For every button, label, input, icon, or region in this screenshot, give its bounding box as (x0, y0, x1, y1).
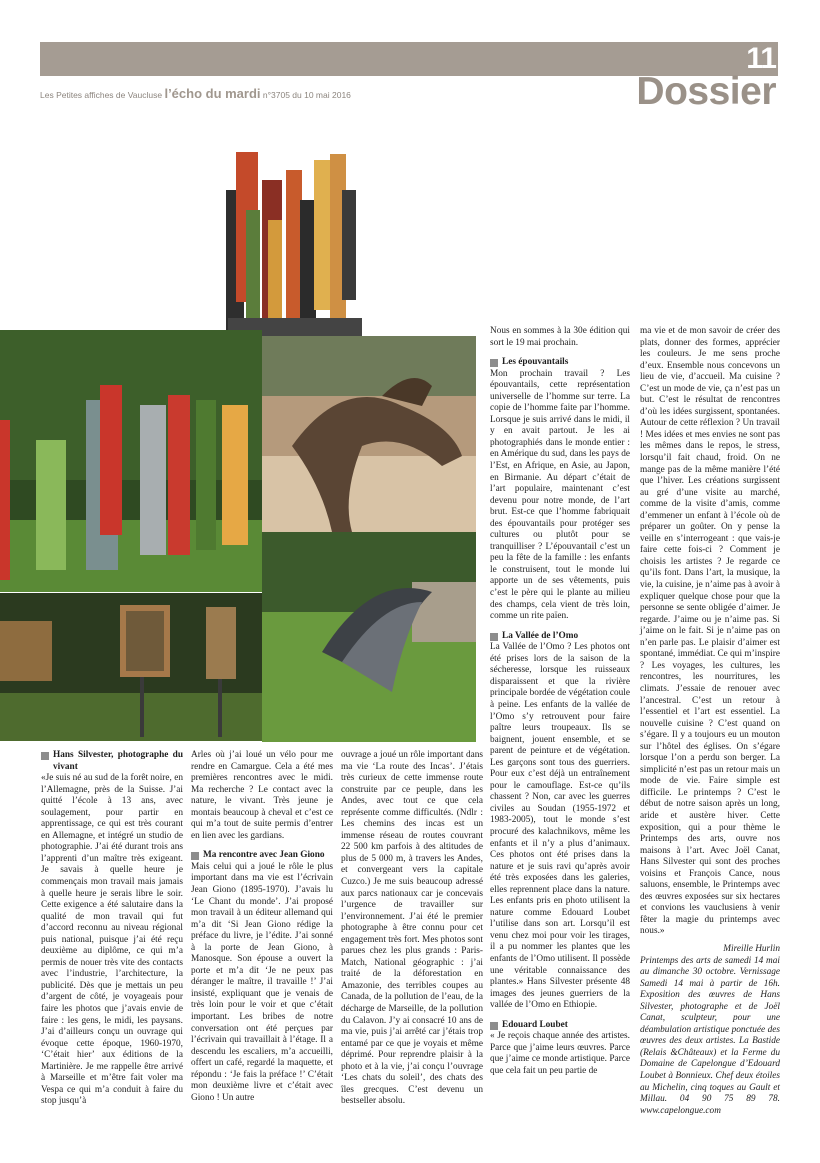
paragraph: Mais celui qui a joué le rôle le plus important dans ma vie est l’écrivain Jean Giono (1895-1970). J’avais lu ‘Le Chant du monde’. J’ai proposé mon travail à un éditeur allemand qui m’a dit ‘Si Jean Giono rédige la préface du livre, je l’édite. J’ai sonné à la porte de Jean Giono, à Manosque. Son épouse a ouvert la porte et m’a dit ‘Je ne peux pas déranger le maître, il travaille !’ J’ai insisté, expliquant que je venais de très loin pour le voir et que c’était important. Les bribes de notre conversation ont été perçues par l’écrivain qui travaillait à l’étage. Il a descendu les escaliers, m’a accueilli, offert un café, regardé la maquette, et répondu : ‘Je fais la préface !’ C’était mon deuxième livre et c’était avec Giono ! Un autre (191, 861, 333, 1103)
masthead (40, 86, 351, 101)
paragraph: ma vie et de mon savoir de créer des plats, donner des formes, apprécier les couleurs. Je me sens proche d’eux. Ensemble nous concevons un lieu de vie, d’accueil. Ma cuisine ? C’est un mode de vie, ça n’est pas un but. C’est le résultat de rencontres d’où les idées surgissent, spontanées. Autour de cette réflexion ? Un travail ! Mes idées et mes envies ne sont pas les mêmes dans le repos, le stress, lorsqu’il fait chaud, froid. On ne mange pas de la même manière l’été que l’hiver. Les créations surgissent au gré d’une visite au marché, comme de la visite d’amis, comme d’emmener un enfant à l’école où de préparer un goûter. On y pense la veille en s’interrogeant : que vais-je faire cette fois-ci ? Comment je choisis les artistes ? Je regarde ce qu’ils font. Dans l’art, la musique, la vie, la cuisine, je n’aime pas à avoir à expliquer quelque chose pour que la personne se sente obligée d’aimer. Je regarde. J’aime ou je n’aime pas. Si j’aime on le fait. Si je n’aime pas on n’en parle pas. Le plaisir d’aimer est spontané, immédiat. Ce qui m’inspire ? Les voyages, les cultures, les rencontres, les nourritures, les climats. J’essaie de renouer avec l’ancestral. C’est un retour à l’essentiel et l’art est essentiel. La nouvelle cuisine ? C’est quand on s’égare. Il y a toujours eu un mouton sur l’hôtel des églises. On s’égare lorsque l’on a perdu son berger. La simplicité n’est pas un retour mais un mode de vie. Faire simple est difficile. Le printemps ? C’est le début de notre saison après un long, aride et austère hiver. Cette exposition, qui a pour thème le Printemps des arts, ouvre nos maisons à l’art. Avec Joël Canat, Hans Silvester qui sont des proches voisins et François Cance, nous saluons, ensemble, le Printemps avec des œuvres exposées sur six hectares et convions les vauclusiens à venir fêter la magie du printemps avec nous.» (640, 326, 780, 937)
page-number: 11 (746, 42, 776, 75)
paper-name: l’écho du mardi (164, 86, 261, 101)
article-column-3 (341, 750, 483, 1108)
event-info: Printemps des arts de samedi 14 mai au dimanche 30 octobre. Vernissage Samedi 14 mai à partir de 16h. Exposition des œuvres de Hans Silvester, photographe et de Joël Canat, sculpteur, pour une déambulation artistique ponctuée des œuvres des deux artistes. La Bastide (Relais &Châteaux) et la Ferme du Domaine de Capelongue d’Edouard Loubet à Bonnieux. Chef deux étoiles au Michelin, cinq toques au Gault et Millau. 04 90 75 89 78. www.capelongue.com (640, 955, 780, 1116)
photo-wood-sculpture (262, 336, 476, 532)
photo-garden-silhouettes (0, 330, 262, 592)
square-bullet-icon (490, 1022, 498, 1030)
subheading-hans-silvester: Hans Silvester, photographe du vivant (41, 750, 183, 773)
article-column-2 (191, 750, 333, 1104)
wood-sculpture-drawing (262, 336, 476, 532)
publication-name: Les Petites affiches de Vaucluse (40, 90, 163, 100)
subheading-jean-giono: Ma rencontre avec Jean Giono (191, 850, 333, 862)
author-credit: Mireille Hurlin (723, 943, 780, 954)
article-column-4 (490, 326, 630, 1077)
subheading-edouard-loubet: Edouard Loubet (490, 1020, 630, 1032)
paragraph: Mon prochain travail ? Les épouvantails, cette représentation universelle de l’homme sur terre. La copie de l’homme faite par l’homme. Lorsque je suis arrivé dans le midi, il y en avait partout. Je les ai photographiés dans le monde entier : en Amérique du sud, dans les pays de l’Est, en Afrique, en Asie, au Japon, en Birmanie. Au départ c’était de l’art populaire, maintenant c’est devenu pour notre monde, de l’art brut. Est-ce que l’homme fabriquait des épouvantails pour protéger ses cultures ou plutôt pour se tranquilliser ? L’épouvantail c’est un peu la fête de la famille : les enfants le construisent, tout le monde lui apporte un de ses vêtements, puis c’est le père qui le plante au milieu des champs, cela vient de très loin, comme un rite païen. (490, 368, 630, 622)
paragraph: ouvrage a joué un rôle important dans ma vie ‘La route des Incas’. J’étais très curieux de cette immense route construite par ce peuple, dans les Andes, avec tout ce que cela représente comme difficultés. (Ndlr : Les chemins des incas est un immense réseau de routes couvrant 22 500 km parfois à des altitudes de plus de 5 000 m, à travers les Andes, et convergeant vers la capitale Cuzco.) Je me suis beaucoup adressé aux parcs nationaux car je concevais l’urgence de travailler sur l’environnement. J’ai été le premier photographe à être connu pour cet engagement très fort. Mes photos sont parues chez les plus grands : Paris-Match, National géographic : j’ai traité de la déforestation en Amazonie, des terribles coupes au Canada, de la pollution de l’eau, de la décharge de Marseille, de la pollution du Calavon. J’y ai consacré 10 ans de ma vie, puis j’ai arrêté car j’étais trop entamé par ce que je voyais et même déprimé. Pour reprendre plaisir à la photo et à la vie, j’ai conçu l’ouvrage ‘Les chats du soleil’, des chats des îles grecques. C’est devenu un bestseller absolu. (341, 750, 484, 1107)
issue-info: n°3705 du 10 mai 2016 (262, 90, 351, 100)
paragraph: Arles où j’ai loué un vélo pour me rendre en Camargue. Cela a été mes premières rencontres avec le midi. Ma recherche ? Le contact avec la nature, le vivant. Très jeune je montais beaucoup à cheval et c’est ce qui m’a tout de suite permis d’entrer en lien avec les gardians. (191, 750, 333, 841)
photo-metal-sculpture (262, 532, 476, 742)
paragraph: «Je suis né au sud de la forêt noire, en l’Allemagne, près de la Suisse. J’ai quitté l’école à 13 ans, avec soulagement, pour partir en apprentissage, ce qui est très courant en Allemagne, et intégré un studio de photographie. J’ai été durant trois ans l’apprenti d’un maître très exigeant. Je savais à quelle heure je commençais mon travail mais jamais à quelle heure je serais libre le soir. Cette exigence a été salutaire dans la qualité de mon travail qui fut d’accord reconnu au niveau régional puis national, puisque j’ai été reçu deuxième au diplôme, ce qui m’a permis de nouer très vite des contacts avec l’industrie, l’architecture, la publicité. Dès que je mettais un peu d’argent de côté, je voyageais pour faire les photos que j’avais envie de faire : les gens, le midi, les paysans. J’ai d’ailleurs conçu un ouvrage qui évoque cette époque, 1960-1970, ‘C’était hier’ aux éditions de la Martinière. Je me rappelle être arrivé à Marseille et m’être fait voler ma Vespa ce qui m’a conduit à faire du stop jusqu’à (41, 773, 183, 1107)
paragraph: La Vallée de l’Omo ? Les photos ont été prises lors de la saison de la sécheresse, lorsque les ruisseaux disparaissent et que la rivière principale bordée de végétation coule à peine. Les enfants de la vallée de l’Omo s’y retrouvent pour faire paître leurs troupeaux. Ils se baignent, jouent ensemble, et se parent de peinture et de végétation. Les garçons sont tous des guerriers. Pour eux c’est déjà un entraînement pour le camouflage. Est-ce qu’ils chassent ? Non, car avec les guerres civiles au Soudan (1955-1972 et 1983-2005), tout le monde s’est procuré des kalachnikovs, même les enfants et il n’y a plus d’animaux. Ces photos ont été prises dans la nature et je suis ravi qu’après avoir été très exposées dans les galeries, elles reprennent place dans la nature. Les enfants pris en photo utilisent la nature comme Edouard Loubet l’utilise dans son art. Lorsqu’il est venu chez moi pour voir les tirages, il a pu nommer les plantes que les enfants de l’Omo utilisent. Il possède une véritable connaissance des plantes.» Hans Silvester présente 48 images des jeunes guerriers de la vallée de l’Omo en Ethiopie. (490, 642, 630, 1011)
square-bullet-icon (191, 852, 199, 860)
photo-omo-portraits (0, 593, 262, 741)
subheading-vallee-omo: La Vallée de l’Omo (490, 631, 630, 643)
subheading-epouvantails: Les épouvantails (490, 357, 630, 369)
garden-silhouettes-drawing (0, 330, 262, 592)
metal-sculpture-drawing (262, 532, 476, 742)
paragraph: « Je reçois chaque année des artistes. Parce que j’aime leurs œuvres. Parce que j’aime ce monde artistique. Parce que cela fait un peu partie de (490, 1031, 630, 1076)
article-column-5 (640, 326, 780, 1117)
photo-sculpture-panels (222, 150, 370, 340)
omo-portraits-drawing (0, 593, 262, 741)
square-bullet-icon (41, 752, 49, 760)
section-title: Dossier (636, 70, 776, 113)
square-bullet-icon (490, 633, 498, 641)
paragraph: Nous en sommes à la 30e édition qui sort le 19 mai prochain. (490, 326, 630, 348)
sculpture-panels-drawing (222, 150, 370, 340)
square-bullet-icon (490, 359, 498, 367)
article-column-1 (41, 750, 183, 1108)
